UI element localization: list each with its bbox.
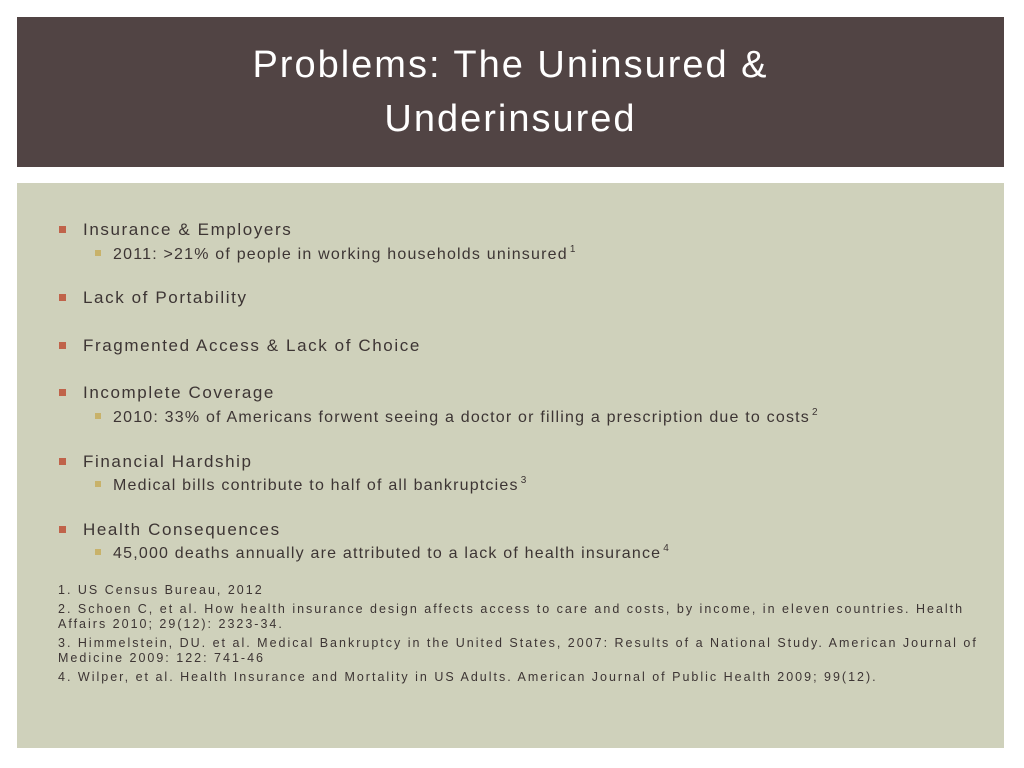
bullet-incomplete-coverage	[83, 383, 275, 403]
square-bullet-icon	[95, 549, 101, 555]
slide-title	[252, 38, 768, 146]
square-bullet-icon	[59, 342, 66, 349]
footnote-ref: 2	[812, 407, 819, 418]
bullet-lack-of-portability	[83, 288, 248, 308]
sub-bullet-text: Medical bills contribute to half of all bankruptcies	[113, 477, 519, 494]
square-bullet-icon	[95, 250, 101, 256]
footnote-ref: 4	[663, 543, 671, 554]
square-bullet-icon	[59, 458, 66, 465]
square-bullet-icon	[59, 226, 66, 233]
sub-bullet-employers	[113, 244, 577, 264]
square-bullet-icon	[95, 481, 101, 487]
bullet-health-consequences	[83, 520, 281, 540]
bullet-label: Fragmented Access & Lack of Choice	[83, 336, 421, 355]
sub-bullet-consequences	[113, 543, 670, 563]
bullet-fragmented-access	[83, 336, 421, 356]
bullet-label: Insurance & Employers	[83, 220, 293, 239]
slide-title-line-2: Underinsured	[384, 98, 637, 140]
sub-bullet-text: 2010: 33% of Americans forwent seeing a doctor or filling a prescription due to costs	[113, 409, 810, 426]
reference-1: 1. US Census Bureau, 2012	[58, 583, 264, 597]
slide-title-line-1: Problems: The Uninsured &	[252, 44, 769, 86]
bullet-label: Financial Hardship	[83, 452, 253, 471]
sub-bullet-coverage	[113, 407, 819, 427]
reference-3: 3. Himmelstein, DU. et al. Medical Bankruptcy in the United States, 2007: Results of a National Study. American Journal of Medicine 2009: 122: 741-46	[58, 635, 978, 665]
footnote-ref: 3	[520, 475, 528, 486]
sub-bullet-text: 2011: >21% of people in working households uninsured	[113, 246, 568, 263]
sub-bullet-hardship	[113, 475, 527, 495]
square-bullet-icon	[95, 413, 101, 419]
sub-bullet-text: 45,000 deaths annually are attributed to a lack of health insurance	[113, 545, 662, 562]
bullet-label: Health Consequences	[83, 520, 281, 539]
square-bullet-icon	[59, 294, 66, 301]
bullet-label: Lack of Portability	[83, 288, 248, 307]
square-bullet-icon	[59, 389, 66, 396]
references	[58, 583, 978, 688]
footnote-ref: 1	[569, 244, 577, 255]
reference-4: 4. Wilper, et al. Health Insurance and Mortality in US Adults. American Journal of Public Health 2009; 99(12).	[58, 669, 878, 684]
title-bar	[17, 17, 1004, 167]
bullet-financial-hardship	[83, 452, 253, 472]
bullet-insurance-employers	[83, 220, 292, 240]
content-panel	[17, 183, 1004, 748]
reference-2: 2. Schoen C, et al. How health insurance design affects access to care and costs, by income, in eleven countries. Health Affairs 2010; 29(12): 2323-34.	[58, 601, 965, 631]
square-bullet-icon	[59, 526, 66, 533]
bullet-label: Incomplete Coverage	[83, 383, 275, 402]
